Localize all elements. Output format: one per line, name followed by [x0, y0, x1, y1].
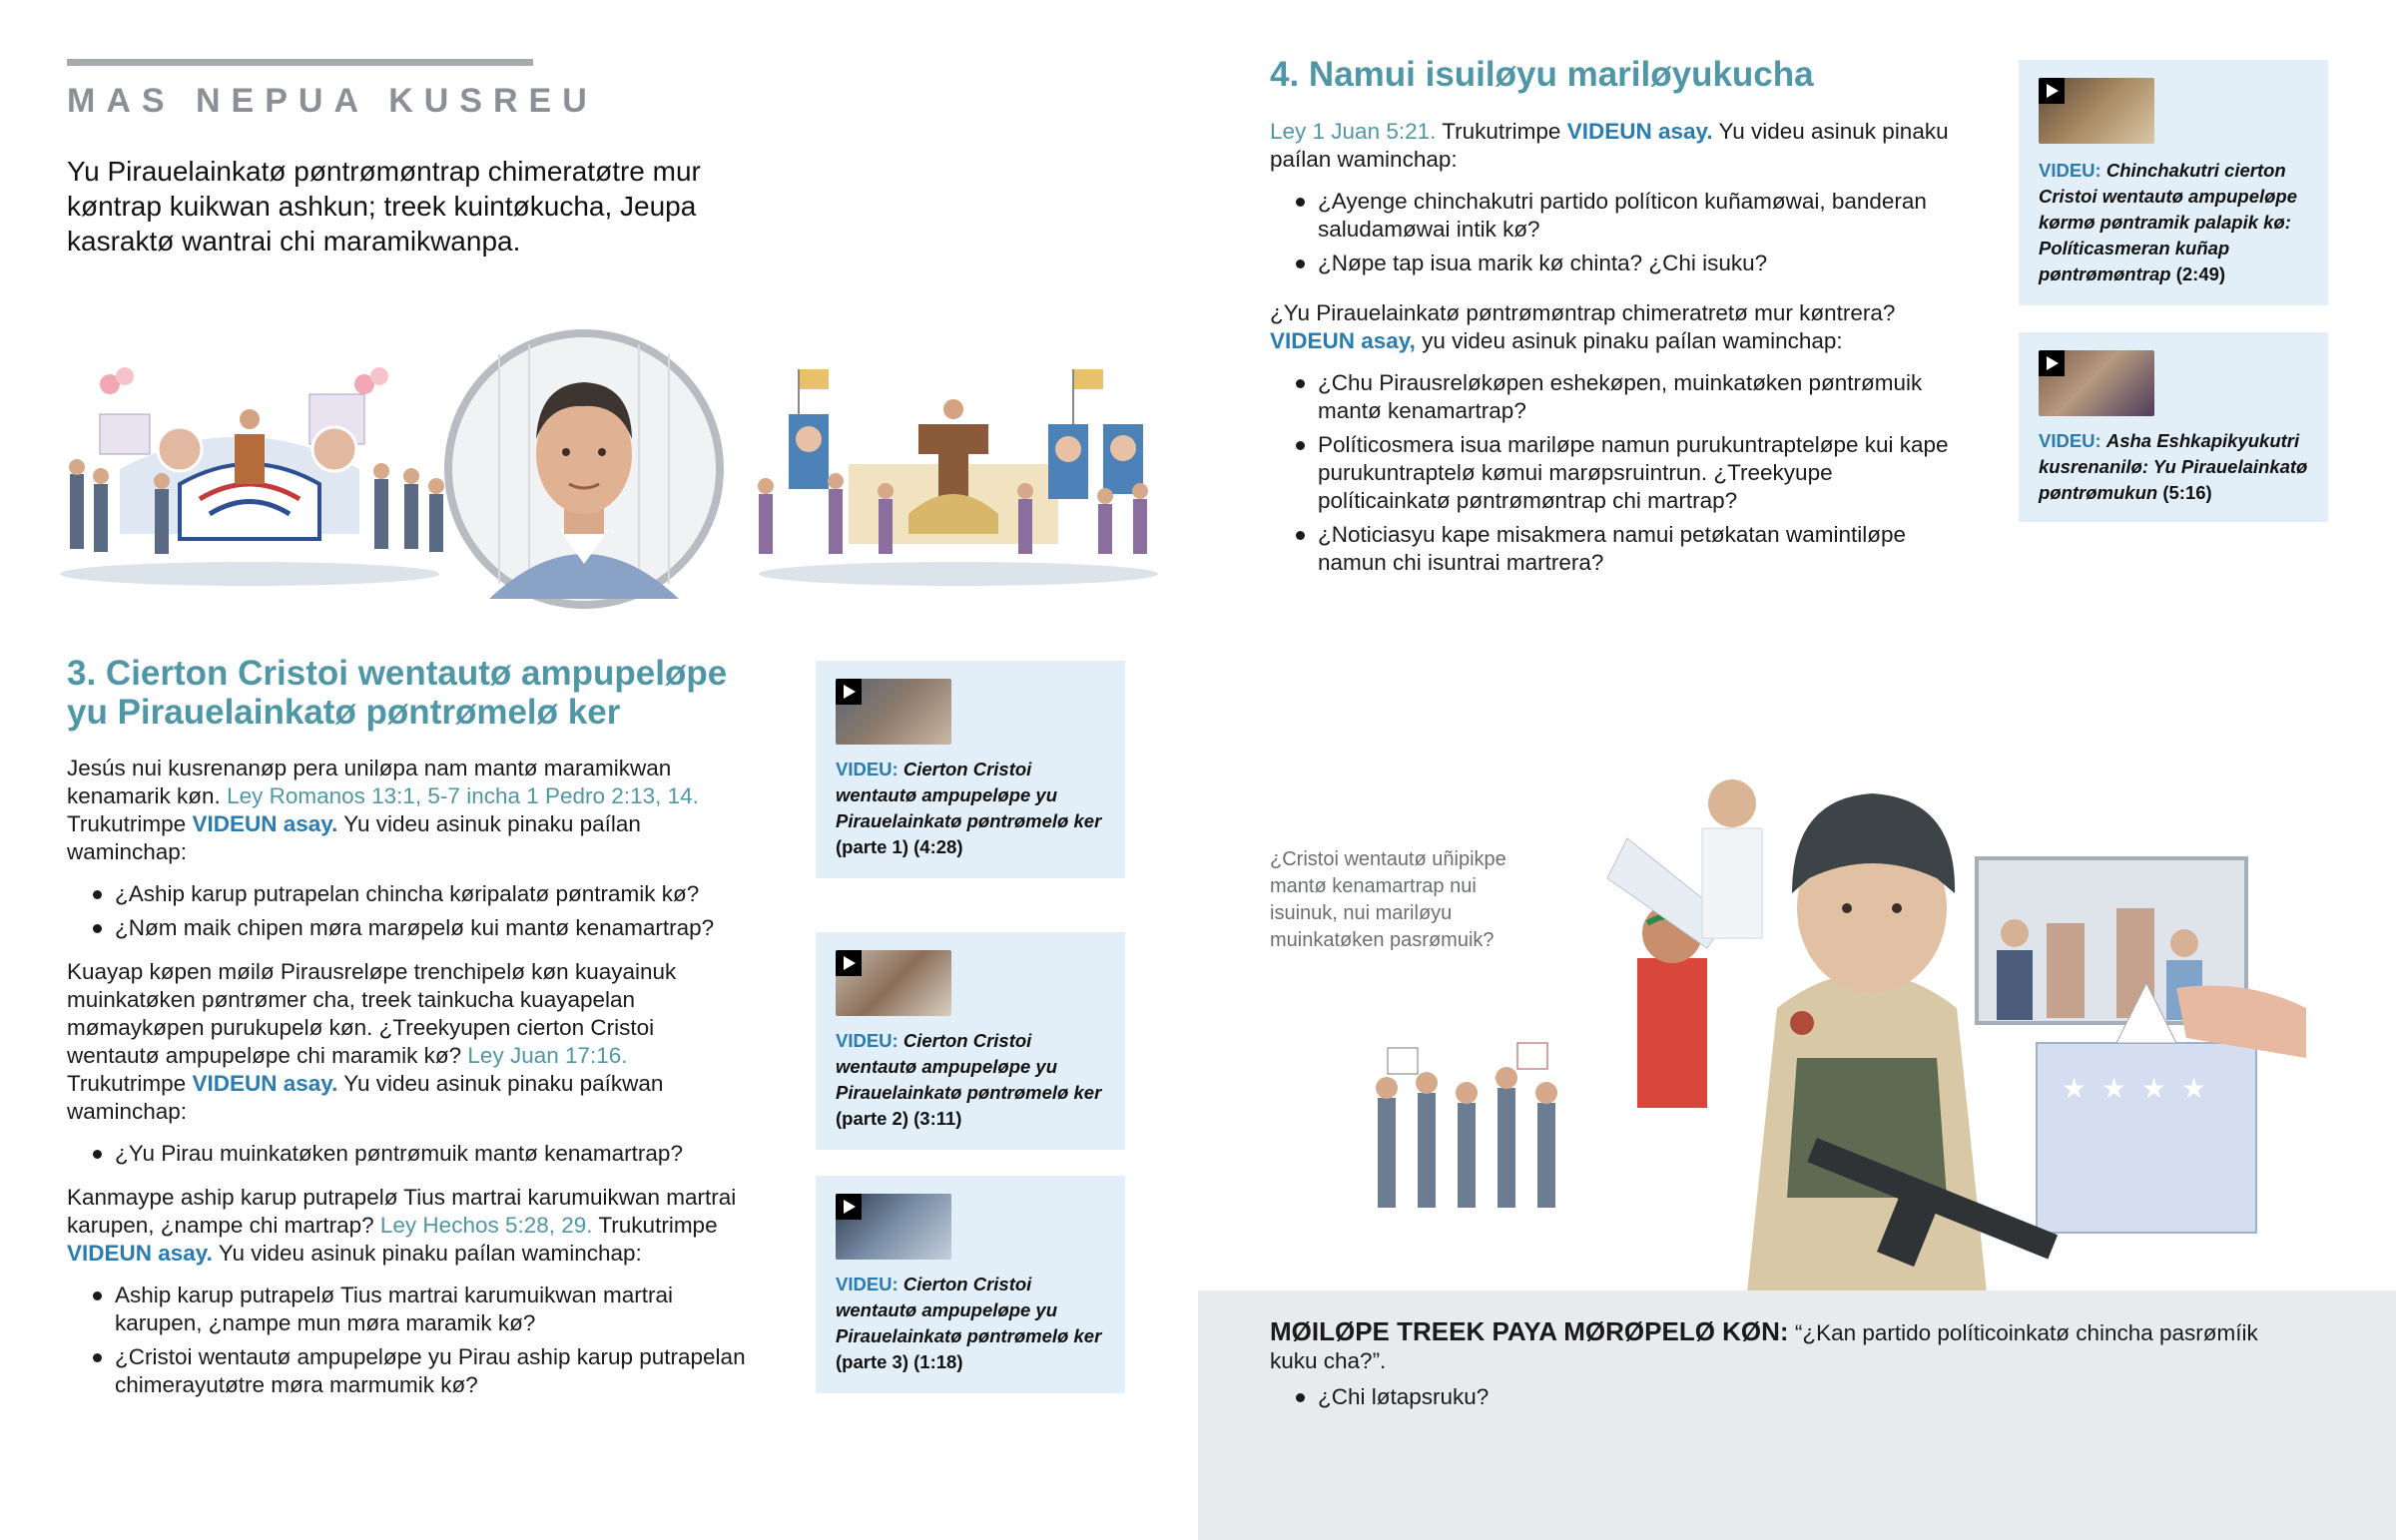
scripture-link[interactable]: Ley Romanos 13:1, 5-7 incha 1 Pedro 2:13, 14. [227, 783, 699, 808]
list-item: Aship karup putrapelø Tius martrai karumuikwan martrai karupen, ¿nampe mun møra maramik kø? [67, 1282, 746, 1337]
question-list-3 [67, 1282, 746, 1399]
header-rule [67, 59, 533, 66]
video-label: VIDEU: [836, 1030, 898, 1051]
scripture-link[interactable]: Ley Juan 17:16. [467, 1043, 628, 1068]
list-item: ¿Nøpe tap isua marik kø chinta? ¿Chi isuku? [1270, 250, 1949, 277]
video-title: Asha Eshkapikyukutri kusrenanilø: Yu Pirauelainkatø pøntrømukun [2039, 430, 2308, 503]
list-item: ¿Ayenge chinchakutri partido políticon kuñamøwai, banderan saludamøwai intik kø? [1270, 188, 1949, 244]
play-icon[interactable] [2039, 78, 2065, 104]
list-item: ¿Noticiasyu kape misakmera namui petøkatan wamintiløpe namun chi isuntrai martrera? [1270, 521, 1949, 577]
section-3-paragraph-1: Jesús nui kusrenanøp pera uniløpa nam mantø maramikwan kenamarik køn. Ley Romanos 13:1, 5-7 incha 1 Pedro 2:13, 14. Trukutrimpe VIDEUN asay. Yu videu asinuk pinaku paílan waminchap: [67, 756, 699, 864]
question-list-4a [1270, 188, 1949, 277]
section-3-body [67, 755, 746, 1415]
video-duration: (parte 2) (3:11) [836, 1108, 962, 1129]
campaign-illustration [60, 324, 1158, 614]
video-label: VIDEU: [836, 1274, 898, 1294]
video-duration: (5:16) [2162, 482, 2212, 503]
section-3-title-line1: 3. Cierton Cristoi wentautø ampupeløpe [67, 654, 728, 693]
video-link[interactable]: VIDEUN asay. [192, 1071, 338, 1096]
video-duration: (parte 3) (1:18) [836, 1351, 963, 1372]
list-item: ¿Nøm maik chipen møra marøpelø kui mantø kenamartrap? [67, 914, 746, 942]
question-list-4b [1270, 369, 1949, 577]
list-item: Políticosmera isua mariløpe namun purukuntrapteløpe kui kape purukuntraptelø kømui marøpsruintrun. ¿Treekyupe políticainkatø pøntrømøntrap chi martrap? [1270, 431, 1949, 515]
discussion-text [1270, 1317, 2268, 1427]
video-label: VIDEU: [836, 759, 898, 779]
video-thumbnail[interactable] [2039, 78, 2154, 144]
svg-text:★: ★ [2062, 1072, 2088, 1105]
video-link[interactable]: VIDEUN asay, [1270, 328, 1416, 353]
video-card-asha[interactable] [2019, 332, 2328, 522]
video-label: VIDEU: [2039, 160, 2101, 181]
video-card-part-1[interactable] [816, 661, 1125, 878]
svg-text:★: ★ [2141, 1072, 2167, 1105]
section-3-title-line2: yu Pirauelainkatø pøntrømelø ker [67, 693, 621, 732]
list-item: ¿Aship karup putrapelan chincha køripalatø pøntramik kø? [67, 880, 746, 908]
section-4-paragraph-1: Ley 1 Juan 5:21. Trukutrimpe VIDEUN asay. Yu videu asinuk pinaku paílan waminchap: [1270, 119, 1949, 172]
video-thumbnail[interactable] [836, 679, 951, 745]
video-link[interactable]: VIDEUN asay. [67, 1241, 213, 1266]
section-3-paragraph-2: Kuayap køpen møilø Pirausreløpe trenchipelø køn kuayainuk muinkatøken pøntrømer cha, treek tainkucha kuayapelan mømaykøpen purukupelø køn. ¿Treekyupen cierton Cristoi wentautø ampupeløpe chi maramik kø? Ley Juan 17:16. Trukutrimpe VIDEUN asay. Yu videu asinuk pinaku paíkwan waminchap: [67, 959, 677, 1124]
list-item: ¿Cristoi wentautø ampupeløpe yu Pirau aship karup putrapelan chimerayutøtre møra marmumik kø? [67, 1343, 746, 1399]
video-thumbnail[interactable] [836, 950, 951, 1016]
section-4-body [1270, 118, 1949, 593]
scripture-link[interactable]: Ley Hechos 5:28, 29. [379, 1213, 593, 1238]
svg-text:★: ★ [2101, 1072, 2127, 1105]
video-duration: (2:49) [2175, 263, 2226, 284]
question-list-2 [67, 1140, 746, 1168]
section-4-title: 4. Namui isuiløyu mariløyukucha [1270, 55, 1814, 94]
section-kicker: MAS NEPUA KUSREU [67, 82, 598, 120]
video-title: Cierton Cristoi wentautø ampupeløpe yu Pirauelainkatø pøntrømelø ker [836, 1030, 1102, 1103]
section-3-paragraph-3: Kanmaype aship karup putrapelø Tius martrai karumuikwan martrai karupen, ¿nampe chi martrap? Ley Hechos 5:28, 29. Trukutrimpe VIDEUN asay. Yu videu asinuk pinaku paílan waminchap: [67, 1185, 737, 1266]
list-item: ¿Chi løtapsruku? [1270, 1383, 2268, 1411]
video-link[interactable]: VIDEUN asay. [192, 811, 338, 836]
play-icon[interactable] [836, 679, 862, 705]
play-icon[interactable] [836, 950, 862, 976]
scripture-link[interactable]: Ley 1 Juan 5:21. [1270, 119, 1437, 144]
intro-paragraph: Yu Pirauelainkatø pøntrømøntrap chimeratøtre mur køntrap kuikwan ashkun; treek kuintøkucha, Jeupa kasraktø wantrai chi maramikwanpa. [67, 156, 701, 257]
panel-question-list [1270, 1383, 2268, 1411]
panel-heading: MØILØPE TREEK PAYA MØRØPELØ KØN: [1270, 1316, 1789, 1346]
video-title: Cierton Cristoi wentautø ampupeløpe yu Pirauelainkatø pøntrømelø ker [836, 1274, 1102, 1346]
video-thumbnail[interactable] [836, 1194, 951, 1260]
video-title: Chinchakutri cierton Cristoi wentautø ampupeløpe kørmø pøntramik palapik kø: Políticasmeran kuñap pøntrømøntrap [2039, 160, 2298, 284]
list-item: ¿Yu Pirau muinkatøken pøntrømuik mantø kenamartrap? [67, 1140, 746, 1168]
image-question: ¿Cristoi wentautø uñipikpe mantø kenamartrap nui isuinuk, nui mariløyu muinkatøken pasrømuik? [1270, 848, 1506, 951]
video-label: VIDEU: [2039, 430, 2101, 451]
video-thumbnail[interactable] [2039, 350, 2154, 416]
question-list-1 [67, 880, 746, 942]
video-card-part-2[interactable] [816, 932, 1125, 1150]
video-link[interactable]: VIDEUN asay. [1566, 119, 1713, 144]
neutrality-illustration [1348, 759, 2346, 1292]
panel-question: “¿Kan partido políticoinkatø chincha pasrømíik kuku cha?”. [1270, 1320, 2258, 1373]
play-icon[interactable] [2039, 350, 2065, 376]
video-duration: (parte 1) (4:28) [836, 836, 963, 857]
video-title: Cierton Cristoi wentautø ampupeløpe yu Pirauelainkatø pøntrømelø ker [836, 759, 1102, 831]
list-item: ¿Chu Pirausreløkøpen eshekøpen, muinkatøken pøntrømuik mantø kenamartrap? [1270, 369, 1949, 425]
video-card-politics[interactable] [2019, 60, 2328, 305]
play-icon[interactable] [836, 1194, 862, 1220]
svg-text:★: ★ [2181, 1072, 2207, 1105]
section-4-paragraph-2: ¿Yu Pirauelainkatø pøntrømøntrap chimeratretø mur køntrera? VIDEUN asay, yu videu asinuk pinaku paílan waminchap: [1270, 300, 1896, 353]
section-3-title [67, 654, 766, 732]
video-card-part-3[interactable] [816, 1176, 1125, 1393]
